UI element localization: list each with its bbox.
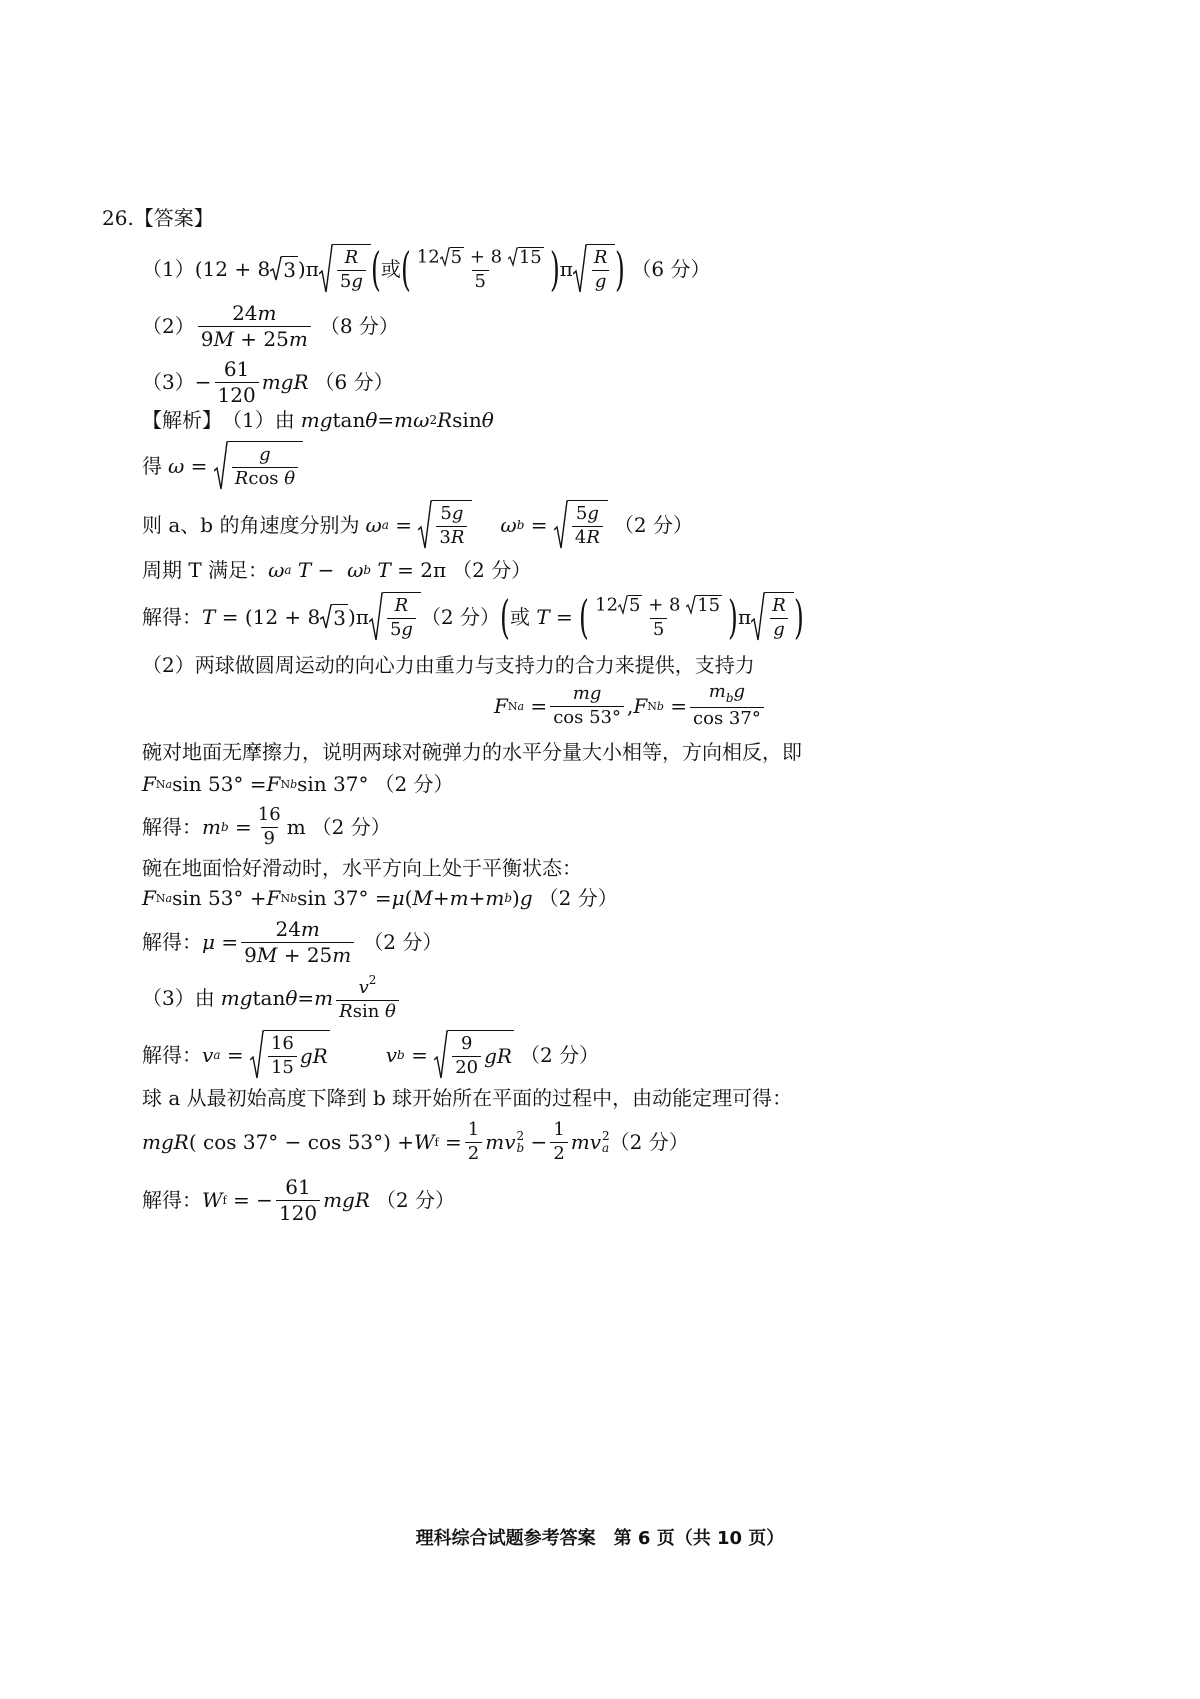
velocity-solution: 解得： v a = $\frac{16}{15}$ gR v b = $\frac{9}{20}$ gR （2 分） <box>142 1030 599 1080</box>
sqrt: 3 <box>270 256 298 282</box>
answer-1: （1） (12 + 8 3 )π $\frac{R}{5g}$ ( 或 ( 12 5 + 8 15 5 ) π $\frac{R}{g}$ ) （6 分） <box>142 242 711 296</box>
answer-2: （2） $\frac{24m}{9M + 25m}$ （8 分） <box>142 300 399 351</box>
part-3-formula: （3）由 mg tan θ = m $\frac{v^2}{\text{Rsin θ}}$ <box>142 974 402 1022</box>
sqrt: $\frac{R}{5g}$ <box>319 244 371 294</box>
wf-solution: 解得： W f = − $\frac{61}{120}$ mgR （2 分） <box>142 1174 455 1225</box>
fraction: 12 5 + 8 15 5 <box>416 246 542 292</box>
answer-3: （3） − $\frac{61}{120}$ mgR （6 分） <box>142 356 394 407</box>
page-footer: 理科综合试题参考答案 第 6 页（共 10 页） <box>415 1528 785 1549</box>
mb-solution: 解得： m b = $\frac{16}{9}$ m （2 分） <box>142 803 391 849</box>
mu-solution: 解得： μ = $\frac{24m}{9M + 25m}$ （2 分） <box>142 916 443 967</box>
energy-text: 球 a 从最初始高度下降到 b 球开始所在平面的过程中，由动能定理可得： <box>142 1086 793 1110</box>
analysis-line-1: 【解析】 （1）由 mg tan θ = mω 2 R sin θ <box>142 408 494 432</box>
friction-text: 碗对地面无摩擦力，说明两球对碗弹力的水平分量大小相等，方向相反，即 <box>142 740 802 764</box>
energy-equation: mgR ( cos 37° − cos 53°) + W f = $\frac{1}{2}$ mv 2 b − $\frac{1}{2}$ mv 2 a （2 分） <box>142 1118 689 1164</box>
angular-velocities: 则 a、b 的角速度分别为 ω a = $\frac{5g}{3R}$ ω b = $\frac{5g}{4R}$ （2 分） <box>142 500 693 550</box>
omega-formula: 得 ω = $\frac{g}{\text{Rcos θ}}$ <box>142 441 303 491</box>
support-forces: F Na = $\frac{mg}{\cos 53^\circ}$ , F Nb = $\frac{m_bg}{\cos 37^\circ}$ <box>494 682 767 730</box>
period-condition: 周期 T 满足： ω a T − ω b T = 2π （2 分） <box>142 558 532 582</box>
balance-equation: F Na sin 53° + F Nb sin 37° = μ ( M + m + m b ) g （2 分） <box>142 886 618 910</box>
slide-text: 碗在地面恰好滑动时，水平方向上处于平衡状态： <box>142 856 582 880</box>
fraction: $\frac{24m}{9M + 25m}$ <box>198 303 311 350</box>
sqrt: $\frac{R}{g}$ <box>573 244 616 294</box>
horizontal-equality: F Na sin 53° = F Nb sin 37° （2 分） <box>142 772 454 796</box>
period-solution: 解得： T = (12 + 8 3 )π $\frac{R}{5g}$ （2 分） ( 或 T = ( 12 5 + 8 15 5 ) π $\frac{R}{g}$ ) <box>142 590 804 644</box>
fraction: $\frac{61}{120}$ <box>215 359 259 406</box>
question-heading: 26.【答案】 <box>102 206 214 230</box>
part-2-text: （2）两球做圆周运动的向心力由重力与支持力的合力来提供，支持力 <box>142 653 755 677</box>
